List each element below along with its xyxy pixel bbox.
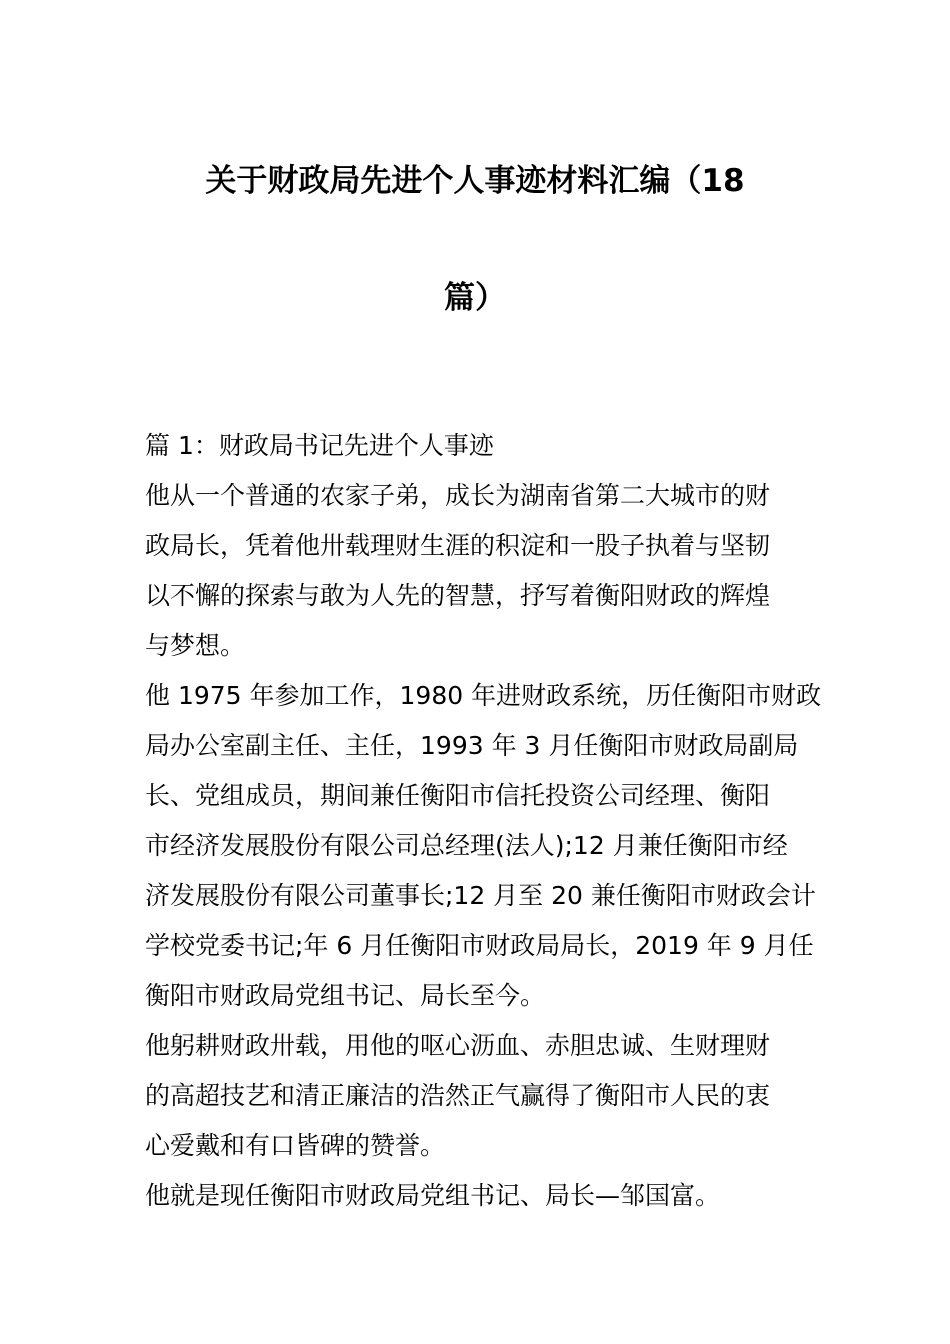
text-line: 市经济发展股份有限公司总经理(法人);12 月兼任衡阳市经 xyxy=(145,831,788,860)
intro-paragraph xyxy=(145,471,807,671)
closing-paragraph xyxy=(145,1171,807,1221)
text-line: 他 1975 年参加工作，1980 年进财政系统，历任衡阳市财政 xyxy=(145,681,822,710)
text-line: 他就是现任衡阳市财政局党组书记、局长—邹国富。 xyxy=(145,1181,721,1210)
document-title-line-2: 篇） xyxy=(444,280,506,316)
text-line: 心爱戴和有口皆碑的赞誉。 xyxy=(145,1131,446,1160)
text-line: 政局长，凭着他卅载理财生涯的积淀和一股子执着与坚韧 xyxy=(145,531,771,560)
praise-paragraph xyxy=(145,1021,807,1171)
text-line: 他躬耕财政卅载，用他的呕心沥血、赤胆忠诚、生财理财 xyxy=(145,1031,771,1060)
text-line: 与梦想。 xyxy=(145,631,246,660)
text-line: 学校党委书记;年 6 月任衡阳市财政局局长，2019 年 9 月任 xyxy=(145,931,814,960)
document-title-line-1: 关于财政局先进个人事迹材料汇编（18 xyxy=(205,163,745,199)
text-line: 衡阳市财政局党组书记、局长至今。 xyxy=(145,981,546,1010)
text-line: 济发展股份有限公司董事长;12 月至 20 兼任衡阳市财政会计 xyxy=(145,881,816,910)
text-line: 以不懈的探索与敢为人先的智慧，抒写着衡阳财政的辉煌 xyxy=(145,581,771,610)
text-line: 局办公室副主任、主任，1993 年 3 月任衡阳市财政局副局 xyxy=(145,731,799,760)
text-line: 他从一个普通的农家子弟，成长为湖南省第二大城市的财 xyxy=(145,481,771,510)
document-body xyxy=(145,421,822,1221)
career-paragraph xyxy=(145,671,822,1021)
section-heading-paragraph xyxy=(145,421,807,471)
text-line: 长、党组成员，期间兼任衡阳市信托投资公司经理、衡阳 xyxy=(145,781,771,810)
text-line: 篇 1：财政局书记先进个人事迹 xyxy=(145,431,494,460)
text-line: 的高超技艺和清正廉洁的浩然正气赢得了衡阳市人民的衷 xyxy=(145,1081,771,1110)
